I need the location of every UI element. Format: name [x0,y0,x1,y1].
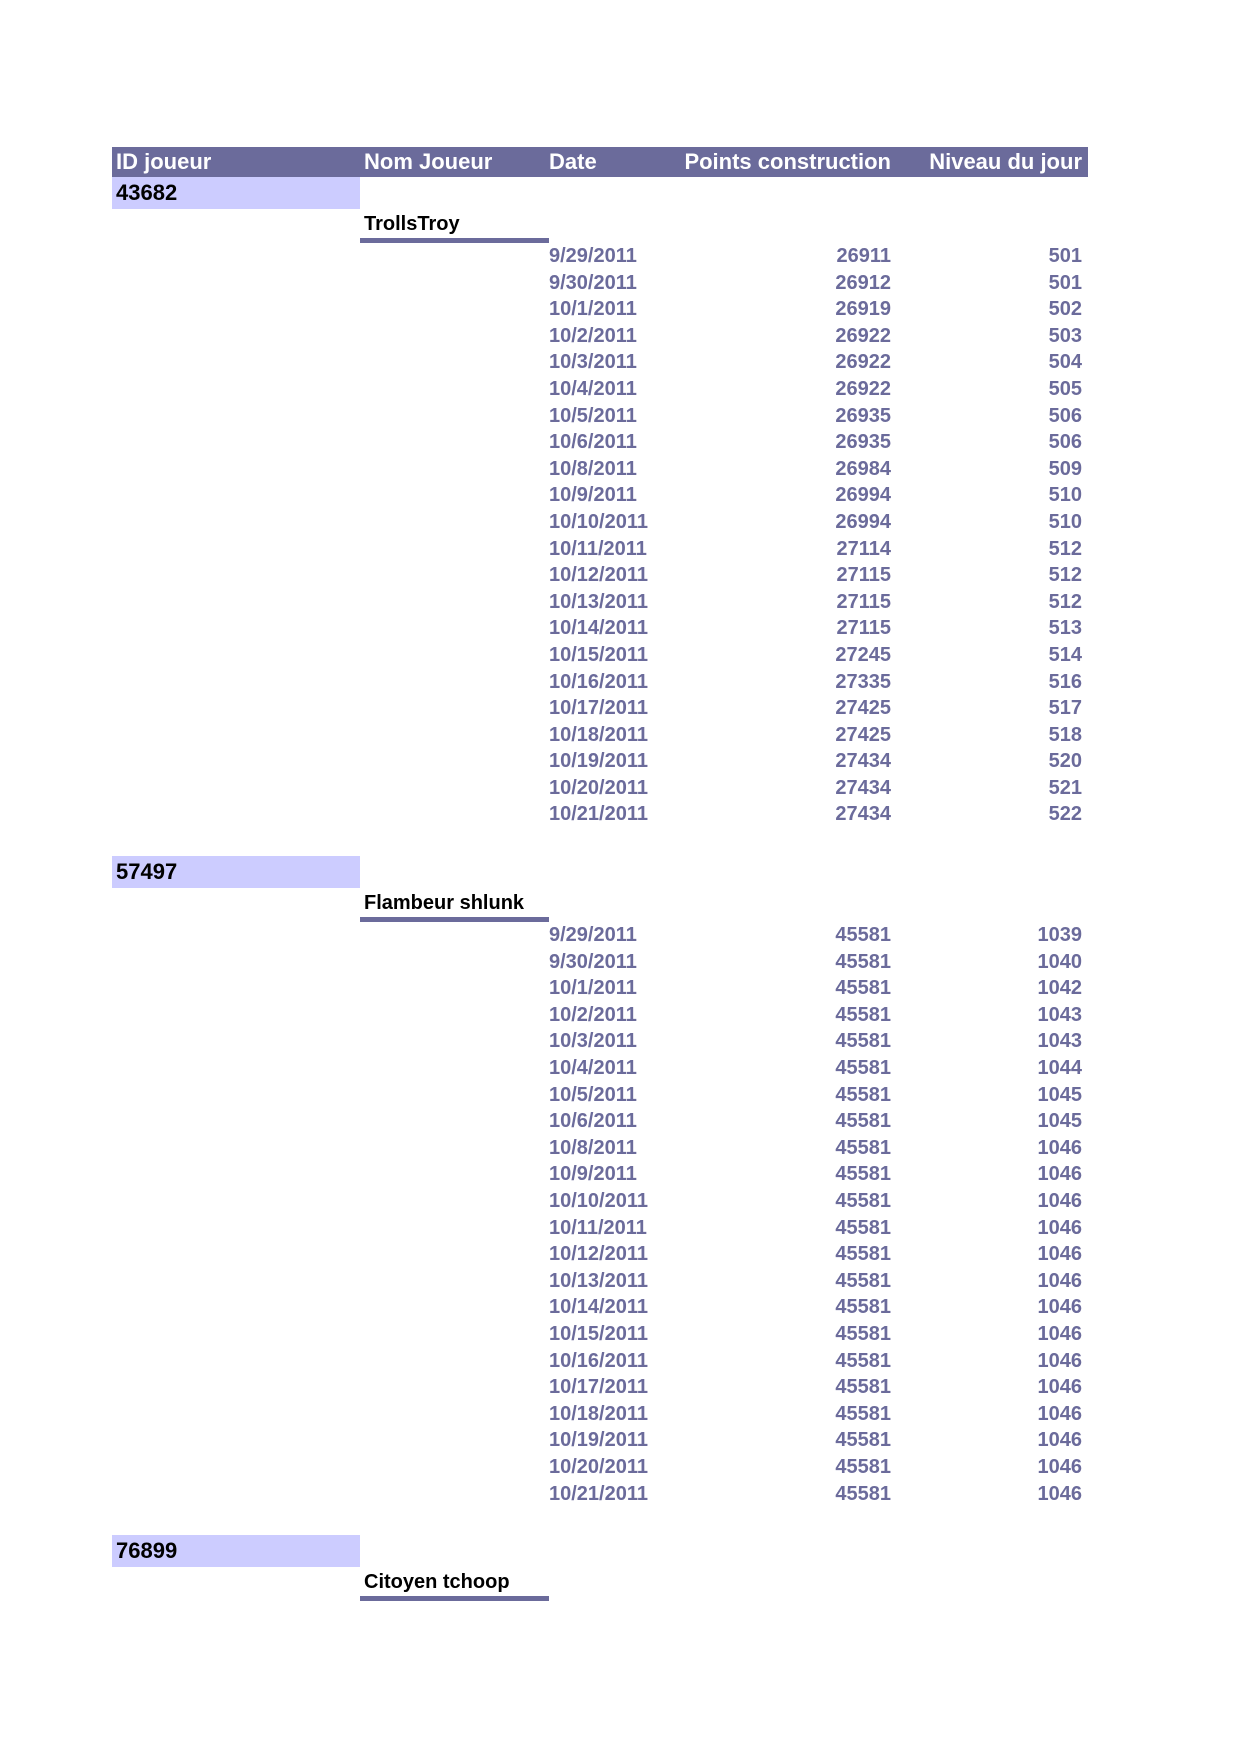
table-row [545,615,1088,642]
row-level: 510 [1048,484,1082,507]
row-level: 1042 [1037,977,1082,1000]
row-points: 45581 [835,950,891,973]
row-date: 10/5/2011 [549,404,637,427]
table-row [545,1241,1088,1268]
table-row [545,669,1088,696]
row-points: 27425 [835,723,891,746]
header-date: Date [549,149,597,174]
table-row [545,482,1088,509]
row-level: 517 [1048,697,1082,720]
row-date: 10/19/2011 [549,1429,648,1452]
row-points: 26911 [836,245,891,267]
table-row [545,1188,1088,1215]
table-row [545,1215,1088,1242]
table-header [112,147,1088,177]
row-date: 10/10/2011 [549,510,648,533]
row-date: 10/3/2011 [549,1030,637,1053]
row-points: 26994 [835,484,891,507]
table-row [545,1055,1088,1082]
header-points: Points construction [684,149,891,174]
table-row [545,1161,1088,1188]
row-level: 1040 [1037,950,1082,973]
row-points: 27114 [836,537,891,560]
row-level: 501 [1048,245,1082,267]
row-date: 10/20/2011 [549,1455,648,1478]
row-points: 45581 [835,1455,891,1478]
row-date: 10/18/2011 [549,723,648,746]
row-date: 10/13/2011 [549,1269,648,1292]
row-date: 10/15/2011 [549,1322,648,1345]
row-points: 45581 [835,1030,891,1053]
player-id: 76899 [112,1535,360,1567]
player-group [112,856,1088,1535]
row-points: 26984 [835,457,891,480]
table-row [545,509,1088,536]
player-id: 57497 [112,856,360,888]
row-level: 1046 [1037,1243,1082,1266]
table-row [545,975,1088,1002]
row-points: 45581 [835,1003,891,1026]
row-level: 509 [1048,457,1082,480]
row-points: 45581 [835,924,891,947]
row-level: 512 [1048,590,1082,613]
row-points: 45581 [835,1163,891,1186]
row-date: 10/2/2011 [549,1003,637,1026]
row-points: 45581 [835,1110,891,1133]
row-level: 1044 [1037,1057,1082,1080]
row-points: 26922 [835,377,891,400]
table-row [545,1108,1088,1135]
row-level: 1046 [1037,1163,1082,1186]
row-date: 10/11/2011 [549,537,647,560]
row-level: 1046 [1037,1322,1082,1345]
row-points: 45581 [835,1376,891,1399]
table-row [545,1374,1088,1401]
row-date: 9/30/2011 [549,271,637,294]
table-row [545,1082,1088,1109]
player-id: 43682 [112,177,360,209]
table-row [545,1454,1088,1481]
table-row [545,642,1088,669]
table-row [545,1321,1088,1348]
player-group [112,177,1088,856]
row-points: 45581 [835,1190,891,1212]
row-level: 502 [1048,298,1082,321]
row-points: 45581 [835,1216,891,1239]
row-level: 513 [1048,617,1082,640]
row-date: 9/29/2011 [549,924,637,947]
row-points: 27115 [836,617,891,640]
row-date: 10/8/2011 [549,457,637,480]
table-row [545,323,1088,350]
group-spacer [112,828,1088,856]
table-row [545,1348,1088,1375]
row-level: 1046 [1037,1376,1082,1399]
row-level: 1043 [1037,1030,1082,1053]
row-date: 10/4/2011 [549,377,637,400]
table-row [545,270,1088,297]
row-date: 10/5/2011 [549,1083,637,1106]
table-row [545,376,1088,403]
row-level: 1039 [1037,924,1082,947]
row-points: 27335 [835,670,891,693]
table-row [545,456,1088,483]
row-points: 45581 [835,1083,891,1106]
row-level: 516 [1048,670,1082,693]
row-points: 26922 [835,324,891,347]
row-date: 10/1/2011 [549,977,637,1000]
row-points: 26912 [835,271,891,294]
table-row [545,1294,1088,1321]
row-level: 1046 [1037,1136,1082,1159]
row-date: 10/16/2011 [549,1349,648,1372]
row-points: 27434 [835,776,891,799]
row-level: 522 [1048,803,1082,826]
row-level: 512 [1048,564,1082,587]
row-points: 45581 [835,1322,891,1345]
row-points: 45581 [835,1429,891,1452]
table-row [545,243,1088,270]
row-level: 520 [1048,750,1082,773]
row-date: 10/9/2011 [549,484,637,507]
row-points: 45581 [835,977,891,1000]
row-date: 10/19/2011 [549,750,648,773]
row-date: 10/8/2011 [549,1136,637,1159]
player-report [112,147,1088,1601]
table-row [545,536,1088,563]
row-level: 506 [1048,431,1082,454]
row-date: 9/29/2011 [549,245,637,267]
row-points: 45581 [835,1243,891,1266]
player-rows [545,243,1088,828]
row-points: 27434 [835,750,891,773]
row-level: 518 [1048,723,1082,746]
row-date: 10/11/2011 [549,1216,647,1239]
row-points: 27245 [835,643,891,666]
row-level: 504 [1048,351,1082,374]
row-points: 27115 [836,590,891,613]
row-date: 10/12/2011 [549,1243,648,1266]
table-row [545,429,1088,456]
row-date: 10/18/2011 [549,1402,648,1425]
row-level: 514 [1048,643,1082,666]
row-date: 10/9/2011 [549,1163,637,1186]
table-row [545,722,1088,749]
table-row [545,589,1088,616]
row-date: 10/13/2011 [549,590,648,613]
player-group [112,1535,1088,1601]
table-row [545,349,1088,376]
table-row [545,695,1088,722]
row-level: 1046 [1037,1349,1082,1372]
row-level: 1046 [1037,1190,1082,1212]
row-level: 1046 [1037,1269,1082,1292]
row-points: 26919 [835,298,891,321]
row-points: 45581 [835,1136,891,1159]
row-date: 10/14/2011 [549,617,648,640]
row-date: 10/4/2011 [549,1057,637,1080]
row-points: 26935 [835,431,891,454]
table-row [545,801,1088,828]
row-date: 10/21/2011 [549,803,648,826]
row-level: 1046 [1037,1296,1082,1319]
header-id: ID joueur [116,149,212,174]
row-level: 1046 [1037,1482,1082,1505]
row-level: 521 [1048,776,1082,799]
player-name: TrollsTroy [360,209,549,243]
table-row [545,1481,1088,1508]
row-points: 26994 [835,510,891,533]
table-row [545,922,1088,949]
row-level: 1046 [1037,1402,1082,1425]
row-level: 1045 [1037,1083,1082,1106]
row-points: 45581 [835,1482,891,1505]
table-row [545,1135,1088,1162]
row-date: 10/20/2011 [549,776,648,799]
row-points: 26935 [835,404,891,427]
row-date: 10/6/2011 [549,431,637,454]
row-level: 1046 [1037,1216,1082,1239]
table-row [545,562,1088,589]
row-points: 27434 [835,803,891,826]
row-points: 45581 [835,1057,891,1080]
row-date: 10/6/2011 [549,1110,637,1133]
player-name: Flambeur shlunk [360,888,549,922]
row-level: 1046 [1037,1429,1082,1452]
table-row [545,296,1088,323]
row-level: 501 [1048,271,1082,294]
row-date: 10/1/2011 [549,298,637,321]
row-level: 510 [1048,510,1082,533]
row-date: 10/12/2011 [549,564,648,587]
row-date: 10/16/2011 [549,670,648,693]
row-points: 27425 [835,697,891,720]
table-row [545,1002,1088,1029]
row-level: 1045 [1037,1110,1082,1133]
table-row [545,1268,1088,1295]
row-date: 10/3/2011 [549,351,637,374]
row-points: 45581 [835,1296,891,1319]
header-level: Niveau du jour [929,149,1082,174]
table-row [545,403,1088,430]
table-row [545,1427,1088,1454]
row-level: 506 [1048,404,1082,427]
row-level: 512 [1048,537,1082,560]
row-date: 10/14/2011 [549,1296,648,1319]
player-groups [112,177,1088,1601]
row-points: 45581 [835,1349,891,1372]
row-level: 505 [1048,377,1082,400]
table-row [545,748,1088,775]
row-points: 45581 [835,1269,891,1292]
player-name: Citoyen tchoop [360,1567,549,1601]
row-level: 503 [1048,324,1082,347]
table-row [545,1028,1088,1055]
row-date: 10/21/2011 [549,1482,648,1505]
row-date: 10/17/2011 [549,1376,648,1399]
table-row [545,1401,1088,1428]
row-points: 45581 [835,1402,891,1425]
row-date: 9/30/2011 [549,950,637,973]
row-points: 26922 [835,351,891,374]
header-name: Nom Joueur [364,149,493,174]
row-date: 10/15/2011 [549,643,648,666]
player-rows [545,922,1088,1507]
table-row [545,949,1088,976]
row-date: 10/2/2011 [549,324,637,347]
row-date: 10/10/2011 [549,1190,648,1212]
row-date: 10/17/2011 [549,697,648,720]
row-points: 27115 [836,564,891,587]
group-spacer [112,1507,1088,1535]
row-level: 1043 [1037,1003,1082,1026]
row-level: 1046 [1037,1455,1082,1478]
table-row [545,775,1088,802]
